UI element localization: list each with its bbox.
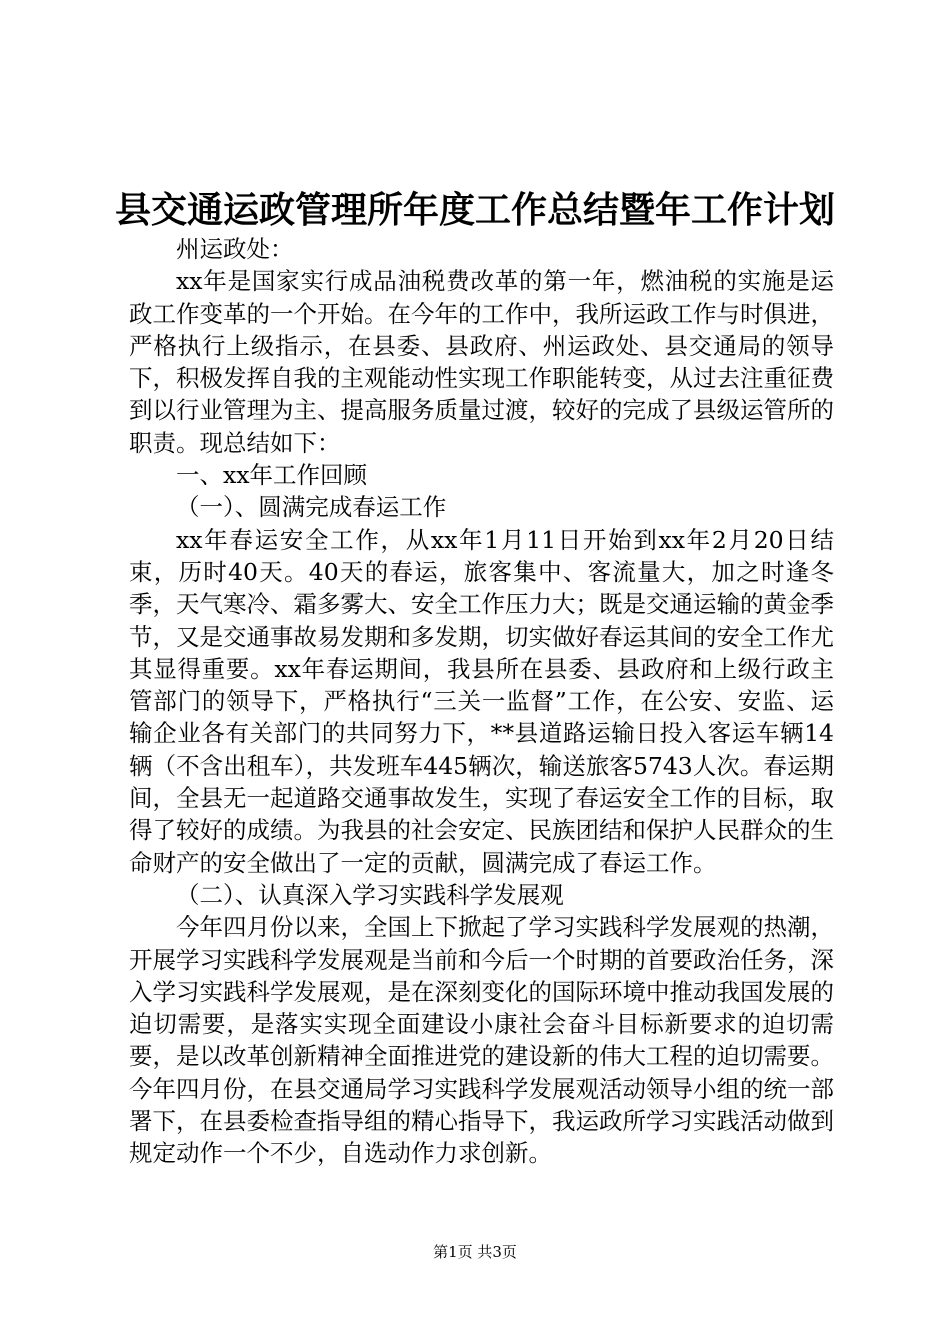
paragraph-spring-transport: xx年春运安全工作，从xx年1月11日开始到xx年2月20日结束，历时40天。40天的春运，旅客集中、客流量大，加之时逢冬季，天气寒冷、霜多雾大、安全工作压力大；既是交通运输的黄金季节，又是交通事故易发期和多发期，切实做好春运其间的安全工作尤其显得重要。xx年春运期间，我县所在县委、县政府和上级行政主管部门的领导下，严格执行“三关一监督”工作，在公安、安监、运输企业各有关部门的共同努力下，**县道路运输日投入客运车辆14辆（不含出租车），共发班车445辆次，输送旅客5743人次。春运期间，全县无一起道路交通事故发生，实现了春运安全工作的目标，取得了较好的成绩。为我县的社会安定、民族团结和保护人民群众的生命财产的安全做出了一定的贡献，圆满完成了春运工作。 <box>129 525 834 877</box>
page-footer: 第1页 共3页 <box>433 1243 517 1261</box>
subsection-heading-1: （一）、圆满完成春运工作 <box>176 493 447 522</box>
paragraph-scientific-development: 今年四月份以来，全国上下掀起了学习实践科学发展观的热潮，开展学习实践科学发展观是当前和今后一个时期的首要政治任务，深入学习实践科学发展观，是在深刻变化的国际环境中推动我国发展的迫切需要，是落实实现全面建设小康社会奋斗目标新要求的迫切需要，是以改革创新精神全面推进党的建设新的伟大工程的迫切需要。今年四月份，在县交通局学习实践科学发展观活动领导小组的统一部署下，在县委检查指导组的精心指导下，我运政所学习实践活动做到规定动作一个不少，自选动作力求创新。 <box>129 913 834 1168</box>
salutation: 州运政处： <box>176 235 294 263</box>
section-heading-1: 一、xx年工作回顾 <box>176 461 368 490</box>
document-body <box>129 233 834 1170</box>
subsection-heading-2: （二）、认真深入学习实践科学发展观 <box>176 880 564 909</box>
document-title: 县交通运政管理所年度工作总结暨年工作计划 <box>114 189 835 231</box>
paragraph-intro: xx年是国家实行成品油税费改革的第一年，燃油税的实施是运政工作变革的一个开始。在今年的工作中，我所运政工作与时俱进，严格执行上级指示，在县委、县政府、州运政处、县交通局的领导下，积极发挥自我的主观能动性实现工作职能转变，从过去注重征费到以行业管理为主、提高服务质量过渡，较好的完成了县级运管所的职责。现总结如下： <box>129 267 834 457</box>
